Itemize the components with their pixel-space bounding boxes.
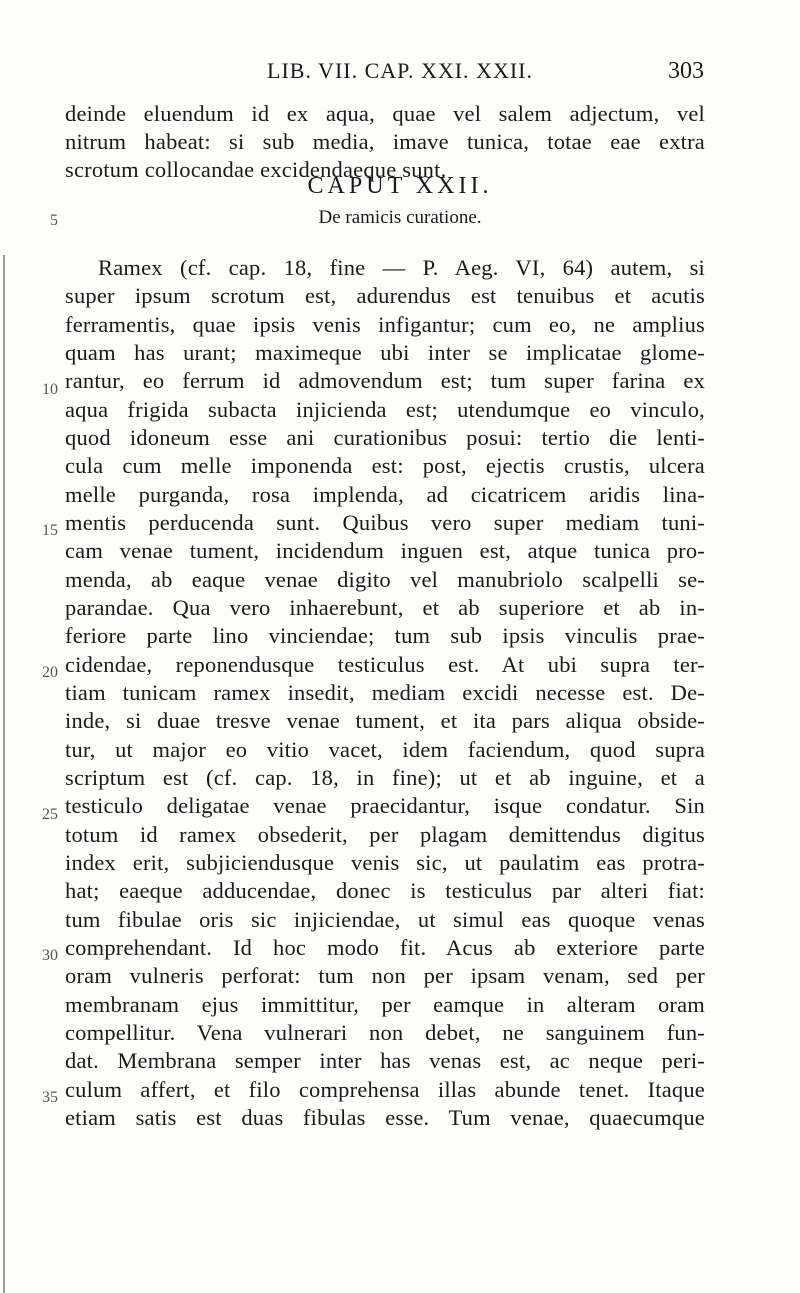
text-line: totum id ramex obsederit, per plagam demittendus digitus <box>65 822 705 847</box>
line-number: 15 <box>42 522 58 539</box>
text-line: tiam tunicam ramex insedit, mediam excidi necesse est. De- <box>65 680 705 705</box>
text-line: rantur, eo ferrum id admovendum est; tum super farina ex <box>65 368 705 393</box>
running-title: LIB. VII. CAP. XXI. XXII. <box>267 58 533 83</box>
line-number: 25 <box>42 806 58 823</box>
line-number: 5 <box>50 212 58 229</box>
text-line: hat; eaeque adducendae, donec is testiculus par alteri fiat: <box>65 878 705 903</box>
text-line: scrotum collocandae excidendaeque sunt. <box>65 157 447 182</box>
text-line: scriptum est (cf. cap. 18, in fine); ut et ab inguine, et a <box>65 765 705 790</box>
text-line: oram vulneris perforat: tum non per ipsam venam, sed per <box>65 963 705 988</box>
text-line: deinde eluendum id ex aqua, quae vel salem adjectum, vel <box>65 101 705 126</box>
text-line: quam has urant; maximeque ubi inter se implicatae glome- <box>65 340 705 365</box>
text-line: mentis perducenda sunt. Quibus vero super mediam tuni- <box>65 510 705 535</box>
text-line: compellitur. Vena vulnerari non debet, ne sanguinem fun- <box>65 1020 705 1045</box>
text-line: cidendae, reponendusque testiculus est. At ubi supra ter- <box>65 652 705 677</box>
text-line: inde, si duae tresve venae tument, et ita pars aliqua obside- <box>65 708 705 733</box>
chapter-title: CAPUT XXII. <box>307 173 493 199</box>
text-line: tur, ut major eo vitio vacet, idem faciendum, quod supra <box>65 737 705 762</box>
binding-edge-line <box>3 255 5 1293</box>
text-line: menda, ab eaque venae digito vel manubriolo scalpelli se- <box>65 567 705 592</box>
text-line: cam venae tument, incidendum inguen est, atque tunica pro- <box>65 538 705 563</box>
text-line: testiculo deligatae venae praecidantur, isque condatur. Sin <box>65 793 705 818</box>
text-line: nitrum habeat: si sub media, imave tunica, totae eae extra <box>65 129 705 154</box>
text-line: quod idoneum esse ani curationibus posui: tertio die lenti- <box>65 425 705 450</box>
text-line: tum fibulae oris sic injiciendae, ut simul eas quoque venas <box>65 907 705 932</box>
text-line: super ipsum scrotum est, adurendus est tenuibus et acutis <box>65 283 705 308</box>
text-line: comprehendant. Id hoc modo fit. Acus ab exteriore parte <box>65 935 705 960</box>
text-line: index erit, subjiciendusque venis sic, ut paulatim eas protra- <box>65 850 705 875</box>
line-number: 35 <box>42 1089 58 1106</box>
text-line: culum affert, et filo comprehensa illas abunde tenet. Itaque <box>65 1077 705 1102</box>
text-line: cula cum melle imponenda est: post, ejectis crustis, ulcera <box>65 453 705 478</box>
text-line: Ramex (cf. cap. 18, fine — P. Aeg. VI, 64) autem, si <box>98 255 705 280</box>
chapter-subtitle: De ramicis curatione. <box>318 207 482 228</box>
text-line: feriore parte lino vinciendae; tum sub ipsis vinculis prae- <box>65 623 705 648</box>
line-number: 10 <box>42 381 58 398</box>
line-number: 20 <box>42 664 58 681</box>
page-number: 303 <box>668 58 704 84</box>
running-header <box>0 58 800 88</box>
line-number: 30 <box>42 947 58 964</box>
text-line: melle purganda, rosa implenda, ad cicatricem aridis lina- <box>65 482 705 507</box>
text-line: etiam satis est duas fibulas esse. Tum venae, quaecumque <box>65 1105 705 1130</box>
text-line: dat. Membrana semper inter has venas est, ac neque peri- <box>65 1048 705 1073</box>
text-line: ferramentis, quae ipsis venis infigantur; cum eo, ne amplius <box>65 312 705 337</box>
text-line: parandae. Qua vero inhaerebunt, et ab superiore et ab in- <box>65 595 705 620</box>
text-line: membranam ejus immittitur, per eamque in alteram oram <box>65 992 705 1017</box>
text-line: aqua frigida subacta injicienda est; utendumque eo vinculo, <box>65 397 705 422</box>
